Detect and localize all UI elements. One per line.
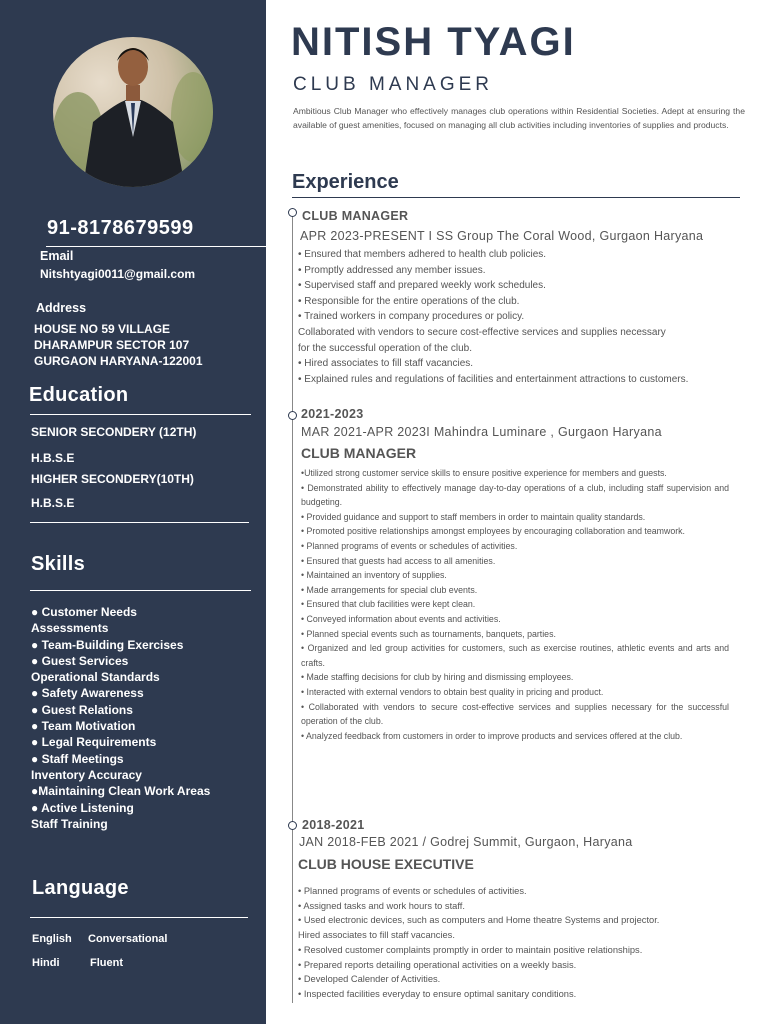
language-name: Hindi: [32, 957, 60, 969]
bullet-item: • Ensured that members adhered to health club policies.: [298, 249, 547, 260]
bullet-item: • Inspected facilities everyday to ensure optimal sanitary conditions.: [298, 988, 577, 999]
address-line: DHARAMPUR SECTOR 107: [34, 338, 190, 352]
skill-item: Operational Standards: [31, 670, 160, 685]
address-label: Address: [36, 301, 87, 315]
job-role: CLUB HOUSE EXECUTIVE: [298, 856, 474, 872]
job-heading: 2018-2021: [302, 818, 365, 832]
divider: [30, 522, 249, 523]
education-item: H.B.S.E: [31, 496, 75, 510]
skill-item: ● Guest Relations: [31, 702, 133, 717]
job-subtitle: APR 2023-PRESENT I SS Group The Coral Wood, Gurgaon Haryana: [300, 229, 704, 243]
phone-number: 91-8178679599: [47, 217, 194, 239]
job-bullets: [301, 466, 729, 743]
candidate-name: NITISH TYAGI: [291, 20, 576, 64]
job-bullets: [298, 884, 748, 1002]
education-item: HIGHER SECONDERY(10TH): [31, 472, 194, 486]
bullet-item: • Used electronic devices, such as computers and Home theatre Systems and projector.: [298, 915, 660, 926]
skill-item: Inventory Accuracy: [31, 767, 142, 782]
bullet-item: • Demonstrated ability to effectively manage day-to-day operations of a club, including staff supervision and budgeting.: [301, 482, 729, 508]
skill-item: Staff Training: [31, 816, 108, 831]
skill-item: ● Customer Needs: [31, 605, 137, 619]
bullet-item: • Made staffing decisions for club by hiring and dismissing employees.: [301, 672, 574, 683]
bullet-item: • Promoted positive relationships amongst employees by encouraging collaboration and teamwork.: [301, 526, 686, 537]
skill-item: ● Staff Meetings: [31, 751, 124, 766]
job-bullets: [298, 247, 763, 387]
job-role: CLUB MANAGER: [301, 445, 417, 461]
divider: [30, 414, 251, 415]
timeline-dot: [288, 208, 297, 217]
bullet-item: for the successful operation of the club.: [298, 342, 472, 354]
email-address: Nitshtyagi0011@gmail.com: [40, 267, 196, 281]
language-title: Language: [32, 877, 129, 899]
address-line: HOUSE NO 59 VILLAGE: [34, 322, 171, 336]
profile-photo: [53, 37, 213, 187]
bullet-item: • Made arrangements for special club events.: [301, 584, 478, 595]
divider: [30, 917, 248, 918]
bullet-item: • Explained rules and regulations of facilities and entertainment attractions to customers.: [298, 373, 689, 385]
candidate-role: CLUB MANAGER: [293, 74, 494, 95]
education-item: H.B.S.E: [31, 451, 75, 465]
bullet-item: • Analyzed feedback from customers in order to improve products and services offered at the club.: [301, 730, 683, 741]
job-subtitle: JAN 2018-FEB 2021 / Godrej Summit, Gurgaon, Haryana: [299, 835, 633, 849]
job-heading: 2021-2023: [301, 407, 364, 421]
skill-item: ● Guest Services: [31, 653, 129, 668]
bullet-item: • Planned special events such as tournaments, banquets, parties.: [301, 628, 556, 639]
bullet-item: • Planned programs of events or schedules of activities.: [301, 540, 518, 551]
bullet-item: • Conveyed information about events and activities.: [301, 613, 501, 624]
skill-item: ● Active Listening: [31, 800, 134, 815]
skill-item: ● Safety Awareness: [31, 686, 144, 701]
bullet-item: • Prepared reports detailing operational activities on a weekly basis.: [298, 959, 577, 970]
skill-item: ●Maintaining Clean Work Areas: [31, 784, 211, 799]
bullet-item: • Responsible for the entire operations of the club.: [298, 295, 520, 307]
language-level: Fluent: [90, 957, 123, 969]
bullet-item: • Resolved customer complaints promptly in order to maintain positive relationships.: [298, 944, 643, 955]
job-subtitle: MAR 2021-APR 2023I Mahindra Luminare , Gurgaon Haryana: [301, 425, 662, 439]
bullet-item: Collaborated with vendors to secure cost-effective services and supplies necessary: [298, 326, 666, 338]
language-name: English: [32, 933, 72, 945]
bullet-item: • Trained workers in company procedures or policy.: [298, 311, 525, 323]
skill-item: ● Legal Requirements: [31, 735, 157, 750]
bullet-item: • Interacted with external vendors to obtain best quality in pricing and product.: [301, 686, 604, 697]
experience-title: Experience: [292, 171, 399, 193]
bullet-item: • Collaborated with vendors to secure cost-effective services and supplies necessary for the successful operation of the club.: [301, 701, 729, 727]
bullet-item: • Supervised staff and prepared weekly work schedules.: [298, 280, 546, 292]
bullet-item: • Hired associates to fill staff vacancies.: [298, 358, 474, 370]
timeline-dot: [288, 821, 297, 830]
language-level: Conversational: [88, 933, 168, 945]
sidebar: [0, 0, 266, 1024]
bullet-item: Hired associates to fill staff vacancies.: [298, 930, 455, 941]
education-item: SENIOR SECONDERY (12TH): [31, 425, 197, 439]
bullet-item: • Organized and led group activities for customers, such as exercise routines, athletic events and arts and crafts.: [301, 643, 729, 668]
bullet-item: • Ensured that club facilities were kept clean.: [301, 599, 476, 610]
timeline-dot: [288, 411, 297, 420]
bullet-item: • Developed Calender of Activities.: [298, 974, 441, 985]
job-heading: CLUB MANAGER: [302, 209, 409, 223]
divider: [292, 197, 740, 198]
skills-list: [31, 604, 256, 832]
main-column: [266, 0, 768, 1024]
bullet-item: • Ensured that guests had access to all amenities.: [301, 555, 496, 566]
email-label: Email: [40, 249, 74, 263]
bullet-item: • Planned programs of events or schedules of activities.: [298, 886, 527, 896]
bullet-item: • Promptly addressed any member issues.: [298, 264, 486, 276]
bullet-item: •Utilized strong customer service skills to ensure positive experience for members and guests.: [301, 468, 667, 478]
address-block: [34, 321, 203, 369]
skills-title: Skills: [31, 553, 86, 575]
divider: [30, 590, 251, 591]
divider: [46, 246, 266, 247]
skill-item: ● Team Motivation: [31, 719, 136, 734]
timeline-line: [292, 213, 293, 1003]
bullet-item: • Provided guidance and support to staff members in order to maintain quality standards.: [301, 511, 646, 522]
bullet-item: • Assigned tasks and work hours to staff.: [298, 900, 465, 911]
skill-item: Assessments: [31, 621, 109, 636]
summary: Ambitious Club Manager who effectively manages club operations within Residential Societies. Adept at ensuring the available of guest amenities, focused on managing all club activities including inventories of supplies and products.: [293, 106, 745, 130]
bullet-item: • Maintained an inventory of supplies.: [301, 570, 447, 581]
skill-item: ● Team-Building Exercises: [31, 637, 184, 652]
education-title: Education: [29, 384, 129, 406]
address-line: GURGAON HARYANA-122001: [34, 354, 203, 368]
